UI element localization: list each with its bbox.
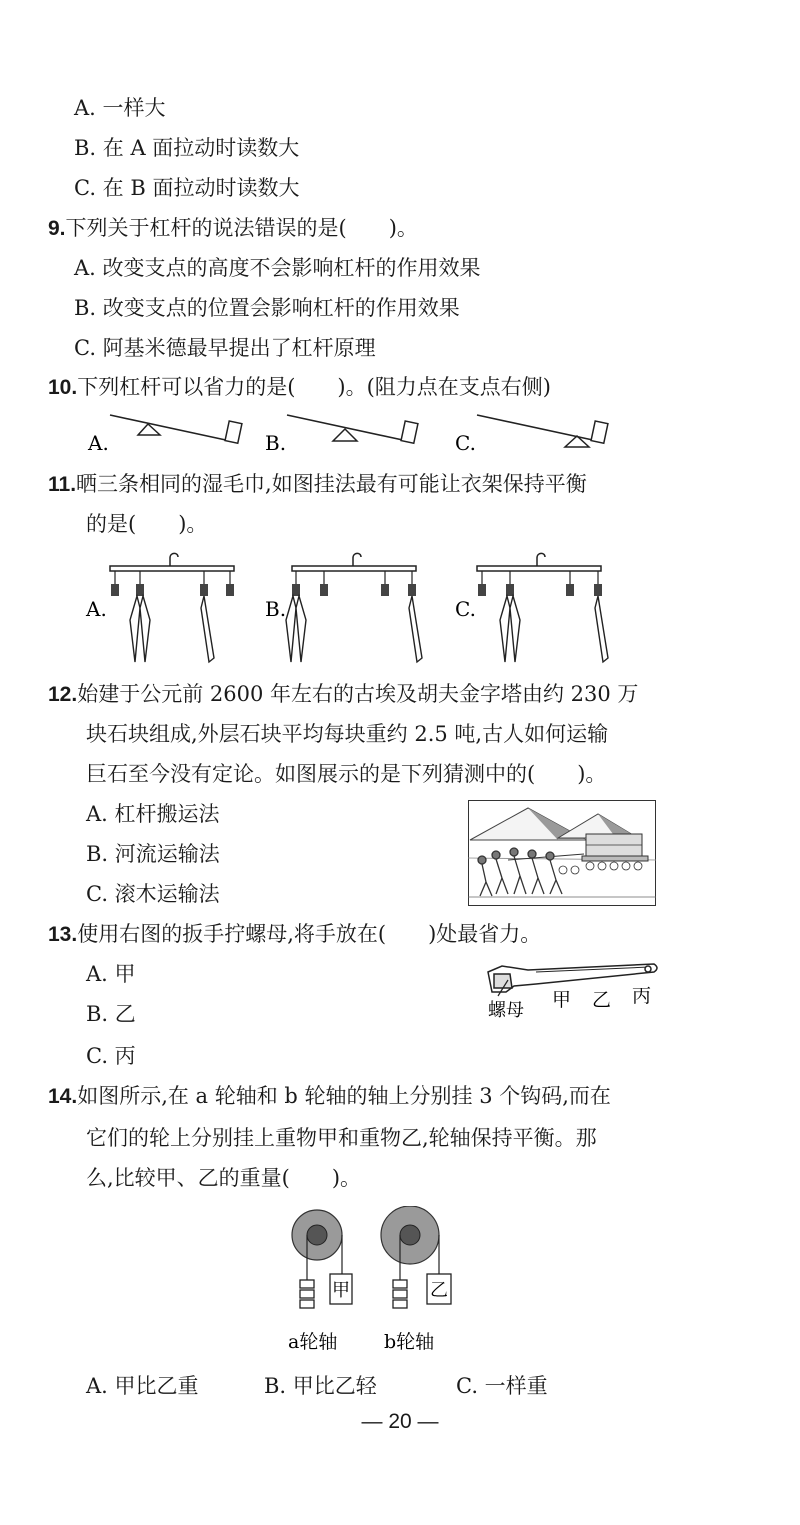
q10-number: 10. [48, 376, 78, 399]
q13-option-b: B. 乙 [86, 1002, 136, 1026]
q9-option-c: C. 阿基米德最早提出了杠杆原理 [74, 336, 376, 360]
q9-option-b: B. 改变支点的位置会影响杠杆的作用效果 [74, 296, 460, 320]
hanger-b [265, 553, 422, 662]
q8-option-b: B. 在 A 面拉动时读数大 [74, 136, 300, 160]
hook-weights-b [393, 1280, 407, 1308]
q9-number: 9. [48, 217, 66, 240]
q11-number: 11. [48, 473, 77, 496]
point-yi-label: 乙 [592, 989, 612, 1011]
q14-stem-line2: 它们的轮上分别挂上重物甲和重物乙,轮轴保持平衡。那 [86, 1126, 597, 1150]
q13-number: 13. [48, 923, 78, 946]
q13 [48, 920, 541, 949]
hanger-a [85, 553, 234, 662]
a-axle-label: a轮轴 [288, 1331, 338, 1353]
q12-option-a: A. 杠杆搬运法 [86, 802, 220, 826]
lever-b-label: B. [265, 431, 287, 455]
lever-b [265, 415, 418, 455]
pyramid-transport-illustration [468, 800, 656, 906]
hook-weights-a [300, 1280, 314, 1308]
q12-stem-line2: 块石块组成,外层石块平均每块重约 2.5 吨,古人如何运输 [86, 722, 609, 746]
q13-option-c: C. 丙 [86, 1044, 136, 1068]
weight-jia-label: 甲 [332, 1280, 350, 1301]
lever-c [455, 415, 608, 455]
q8-option-a: A. 一样大 [74, 96, 166, 120]
point-bing-label: 丙 [632, 985, 652, 1007]
q14-option-a: A. 甲比乙重 [86, 1374, 199, 1398]
wheel-axle-figure [286, 1206, 476, 1356]
q12-number: 12. [48, 683, 78, 706]
q12-stem-line3: 巨石至今没有定论。如图展示的是下列猜测中的( )。 [86, 762, 607, 786]
hanger-a-label: A. [86, 597, 107, 621]
weight-yi-label: 乙 [430, 1280, 448, 1301]
q11 [48, 470, 587, 499]
q12 [48, 680, 638, 709]
q14-option-c: C. 一样重 [456, 1374, 548, 1398]
q14-number: 14. [48, 1085, 78, 1108]
hanger-c-label: C. [455, 597, 476, 621]
lever-a [87, 415, 242, 455]
q14-option-b: B. 甲比乙轻 [264, 1374, 377, 1398]
q12-option-c: C. 滚木运输法 [86, 882, 220, 906]
q10-lever-figures [80, 410, 640, 458]
wrench-figure [484, 958, 660, 1022]
q13-option-a: A. 甲 [86, 962, 136, 986]
q11-hanger-figures [80, 548, 640, 668]
hanger-b-label: B. [265, 597, 287, 621]
point-jia-label: 甲 [552, 989, 572, 1011]
lever-c-label: C. [455, 431, 476, 455]
q14-stem-line1: 如图所示,在 a 轮轴和 b 轮轴的轴上分别挂 3 个钩码,而在 [77, 1084, 611, 1108]
q8-option-c: C. 在 B 面拉动时读数大 [74, 176, 300, 200]
q13-stem: 使用右图的扳手拧螺母,将手放在( )处最省力。 [77, 922, 542, 946]
q11-stem-line1: 晒三条相同的湿毛巾,如图挂法最有可能让衣架保持平衡 [76, 472, 587, 496]
lever-a-label: A. [88, 431, 109, 455]
q9 [48, 214, 418, 243]
q14 [48, 1082, 611, 1111]
b-axle-label: b轮轴 [384, 1331, 435, 1353]
page-number: — 20 — [361, 1410, 439, 1433]
q11-stem-line2: 的是( )。 [86, 512, 208, 536]
q9-option-a: A. 改变支点的高度不会影响杠杆的作用效果 [74, 256, 481, 280]
q12-option-b: B. 河流运输法 [86, 842, 220, 866]
q10 [48, 373, 551, 402]
q9-stem: 下列关于杠杆的说法错误的是( )。 [65, 216, 418, 240]
wheel-axle-b [381, 1206, 451, 1353]
q10-stem: 下列杠杆可以省力的是( )。(阻力点在支点右侧) [77, 375, 551, 399]
q12-stem-line1: 始建于公元前 2600 年左右的古埃及胡夫金字塔由约 230 万 [77, 682, 639, 706]
hanger-c [455, 553, 608, 662]
q14-stem-line3: 么,比较甲、乙的重量( )。 [86, 1166, 362, 1190]
nut-label: 螺母 [488, 1000, 524, 1021]
wheel-axle-a [288, 1210, 352, 1353]
